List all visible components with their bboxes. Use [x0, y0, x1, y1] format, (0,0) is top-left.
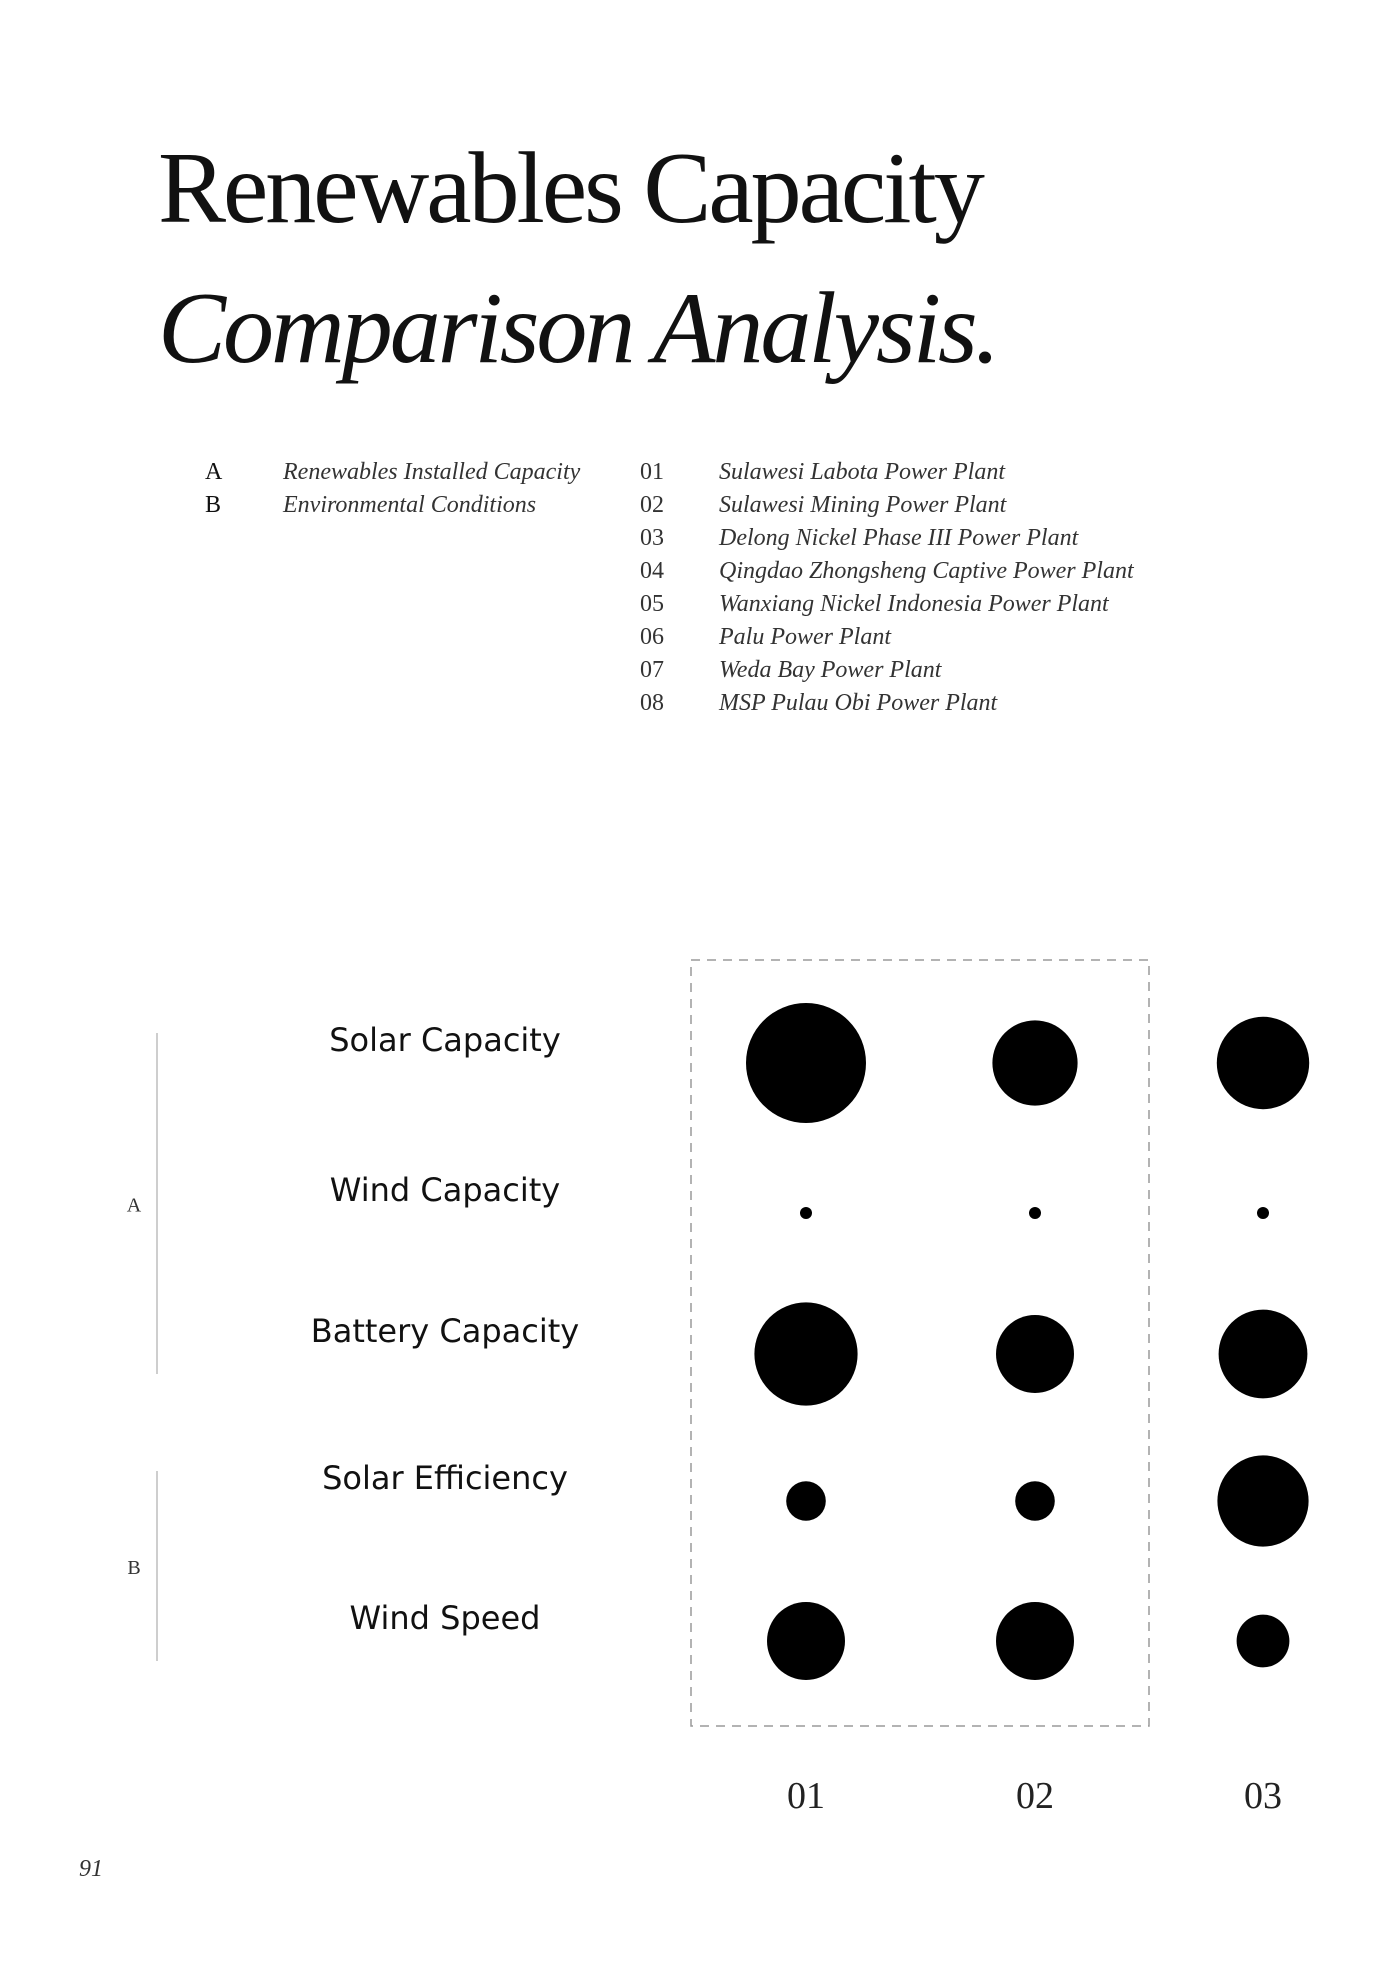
legend-label: MSP Pulau Obi Power Plant — [719, 690, 998, 716]
legend-label: Palu Power Plant — [719, 624, 891, 650]
bubble — [1237, 1615, 1290, 1668]
legend-key: 01 — [640, 459, 664, 485]
bubble — [1029, 1207, 1041, 1219]
bubble — [746, 1003, 866, 1123]
bubble — [754, 1302, 857, 1405]
legend-label: Sulawesi Labota Power Plant — [719, 459, 1006, 485]
page-number: 91 — [79, 1856, 103, 1882]
legend-key: 05 — [640, 591, 664, 617]
legend-key: 06 — [640, 624, 664, 650]
legend-label: Renewables Installed Capacity — [283, 459, 581, 485]
legend-key: A — [205, 459, 223, 485]
row-label: Wind Capacity — [329, 1171, 561, 1209]
bubble — [1015, 1481, 1055, 1521]
legend-key: B — [205, 492, 222, 518]
bubble — [1217, 1455, 1308, 1546]
group-label: A — [126, 1194, 142, 1217]
row-label: Wind Speed — [349, 1599, 541, 1637]
bubble — [767, 1602, 845, 1680]
column-label: 01 — [787, 1775, 825, 1817]
legend-key: 04 — [640, 558, 664, 584]
bubble — [1217, 1017, 1309, 1109]
legend-key: 02 — [640, 492, 664, 518]
bubble — [800, 1207, 812, 1219]
legend-label: Qingdao Zhongsheng Captive Power Plant — [719, 558, 1134, 584]
legend-label: Weda Bay Power Plant — [719, 657, 942, 683]
legend-key: 07 — [640, 657, 664, 683]
bubble — [992, 1020, 1077, 1105]
legend-label: Environmental Conditions — [283, 492, 537, 518]
page-title-line1: Renewables Capacity — [158, 132, 982, 245]
bubble — [996, 1602, 1074, 1680]
legend-label: Delong Nickel Phase III Power Plant — [719, 525, 1079, 551]
page-title-line2: Comparison Analysis. — [158, 272, 998, 385]
legend-key: 08 — [640, 690, 664, 716]
legend-label: Wanxiang Nickel Indonesia Power Plant — [719, 591, 1109, 617]
row-label: Solar Efficiency — [322, 1459, 568, 1497]
legend-label: Sulawesi Mining Power Plant — [719, 492, 1007, 518]
bubble — [786, 1481, 826, 1521]
row-label: Battery Capacity — [310, 1312, 580, 1350]
legend-key: 03 — [640, 525, 664, 551]
bubble — [1257, 1207, 1269, 1219]
group-label: B — [127, 1557, 141, 1579]
bubble — [1219, 1310, 1308, 1399]
bubble — [996, 1315, 1074, 1393]
column-label: 02 — [1016, 1775, 1054, 1817]
column-label: 03 — [1244, 1775, 1282, 1817]
row-label: Solar Capacity — [329, 1021, 561, 1059]
